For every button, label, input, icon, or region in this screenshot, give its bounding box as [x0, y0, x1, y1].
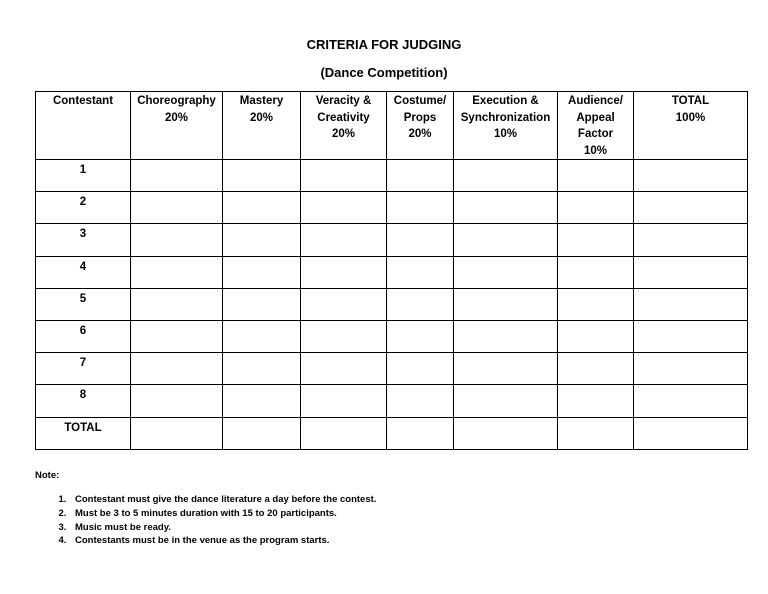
notes-section: [35, 470, 376, 548]
score-cell[interactable]: [387, 224, 454, 256]
score-cell[interactable]: [454, 320, 558, 352]
score-cell[interactable]: [634, 288, 748, 320]
score-cell[interactable]: [634, 353, 748, 385]
score-cell[interactable]: [223, 353, 301, 385]
score-cell[interactable]: [131, 224, 223, 256]
score-cell[interactable]: [223, 160, 301, 192]
score-cell[interactable]: [131, 160, 223, 192]
table-row: [36, 385, 748, 417]
score-cell[interactable]: [131, 353, 223, 385]
contestant-cell: TOTAL: [36, 417, 131, 449]
score-cell[interactable]: [558, 288, 634, 320]
score-cell[interactable]: [558, 417, 634, 449]
column-header: [301, 92, 387, 160]
score-cell[interactable]: [387, 353, 454, 385]
score-cell[interactable]: [634, 385, 748, 417]
column-header-line: 20%: [408, 128, 432, 140]
score-cell[interactable]: [634, 224, 748, 256]
column-header-line: Mastery: [239, 95, 284, 107]
score-cell[interactable]: [387, 160, 454, 192]
score-cell[interactable]: [634, 320, 748, 352]
score-cell[interactable]: [387, 320, 454, 352]
score-cell[interactable]: [454, 385, 558, 417]
column-header-line: Factor: [577, 128, 614, 140]
score-cell[interactable]: [387, 417, 454, 449]
column-header: [131, 92, 223, 160]
table-row: [36, 288, 748, 320]
score-cell[interactable]: [131, 192, 223, 224]
note-item: 1. Contestant must give the dance literature a day before the contest.: [69, 493, 376, 507]
score-cell[interactable]: [558, 192, 634, 224]
score-cell[interactable]: [558, 224, 634, 256]
column-header-line: 10%: [583, 144, 608, 157]
score-cell[interactable]: [454, 192, 558, 224]
score-cell[interactable]: [131, 320, 223, 352]
document-subtitle: (Dance Competition): [320, 65, 448, 80]
score-cell[interactable]: [301, 320, 387, 352]
column-header-line: Props: [403, 111, 437, 124]
column-header-line: Synchronization: [460, 111, 551, 124]
notes-list: [35, 493, 376, 548]
column-header-line: Veracity &: [315, 95, 372, 107]
score-cell[interactable]: [454, 417, 558, 449]
score-cell[interactable]: [301, 353, 387, 385]
column-header-line: 10%: [493, 128, 518, 140]
score-cell[interactable]: [558, 353, 634, 385]
score-cell[interactable]: [454, 288, 558, 320]
contestant-cell: 4: [36, 256, 131, 288]
score-cell[interactable]: [301, 288, 387, 320]
column-header-line: Costume/: [393, 95, 447, 107]
score-cell[interactable]: [301, 192, 387, 224]
score-cell[interactable]: [301, 417, 387, 449]
column-header: [223, 92, 301, 160]
score-cell[interactable]: [558, 160, 634, 192]
score-cell[interactable]: [634, 160, 748, 192]
score-cell[interactable]: [131, 256, 223, 288]
score-cell[interactable]: [301, 385, 387, 417]
score-cell[interactable]: [223, 385, 301, 417]
note-item: 3. Music must be ready.: [69, 521, 376, 535]
column-header: [558, 92, 634, 160]
contestant-cell: 5: [36, 288, 131, 320]
score-cell[interactable]: [131, 288, 223, 320]
score-cell[interactable]: [301, 224, 387, 256]
contestant-cell: 6: [36, 320, 131, 352]
score-cell[interactable]: [131, 385, 223, 417]
score-cell[interactable]: [634, 192, 748, 224]
score-cell[interactable]: [301, 256, 387, 288]
score-cell[interactable]: [301, 160, 387, 192]
table-row: [36, 192, 748, 224]
score-cell[interactable]: [387, 288, 454, 320]
score-cell[interactable]: [223, 288, 301, 320]
score-cell[interactable]: [387, 385, 454, 417]
table-row: [36, 224, 748, 256]
score-cell[interactable]: [387, 192, 454, 224]
document-title: CRITERIA FOR JUDGING: [306, 37, 462, 52]
score-cell[interactable]: [454, 160, 558, 192]
column-header-line: Execution &: [472, 95, 539, 107]
column-header-line: 20%: [164, 111, 189, 124]
column-header-line: Appeal: [576, 111, 615, 124]
table-row: [36, 256, 748, 288]
column-header: [454, 92, 558, 160]
column-header-line: Choreography: [137, 95, 216, 107]
contestant-cell: 1: [36, 160, 131, 192]
score-cell[interactable]: [387, 256, 454, 288]
table-row: [36, 160, 748, 192]
contestant-cell: 7: [36, 353, 131, 385]
score-cell[interactable]: [454, 256, 558, 288]
score-cell[interactable]: [223, 224, 301, 256]
notes-title: Note:: [35, 470, 60, 481]
column-header: [634, 92, 748, 160]
table-body: [36, 160, 748, 450]
score-cell[interactable]: [223, 192, 301, 224]
column-header-line: TOTAL: [671, 95, 710, 107]
contestant-cell: 2: [36, 192, 131, 224]
column-header-line: 20%: [249, 111, 274, 124]
score-cell[interactable]: [223, 320, 301, 352]
column-header: [36, 92, 131, 160]
score-cell[interactable]: [131, 417, 223, 449]
column-header: [387, 92, 454, 160]
score-cell[interactable]: [634, 417, 748, 449]
column-header-line: Audience/: [568, 95, 623, 107]
table-header-row: [36, 92, 748, 160]
score-cell[interactable]: [223, 256, 301, 288]
score-cell[interactable]: [558, 385, 634, 417]
score-cell[interactable]: [223, 417, 301, 449]
contestant-cell: 3: [36, 224, 131, 256]
score-cell[interactable]: [454, 224, 558, 256]
score-cell[interactable]: [558, 320, 634, 352]
column-header-line: 20%: [331, 128, 356, 140]
column-header-line: Contestant: [52, 95, 114, 107]
table-row: [36, 353, 748, 385]
score-cell[interactable]: [558, 256, 634, 288]
note-item: 4. Contestants must be in the venue as the program starts.: [69, 534, 376, 548]
note-item: 2. Must be 3 to 5 minutes duration with 15 to 20 participants.: [69, 507, 376, 521]
table-row: [36, 320, 748, 352]
score-cell[interactable]: [634, 256, 748, 288]
score-cell[interactable]: [454, 353, 558, 385]
column-header-line: 100%: [675, 111, 706, 124]
contestant-cell: 8: [36, 385, 131, 417]
column-header-line: Creativity: [317, 111, 370, 124]
table-row: [36, 417, 748, 449]
judging-criteria-table: [35, 91, 748, 450]
